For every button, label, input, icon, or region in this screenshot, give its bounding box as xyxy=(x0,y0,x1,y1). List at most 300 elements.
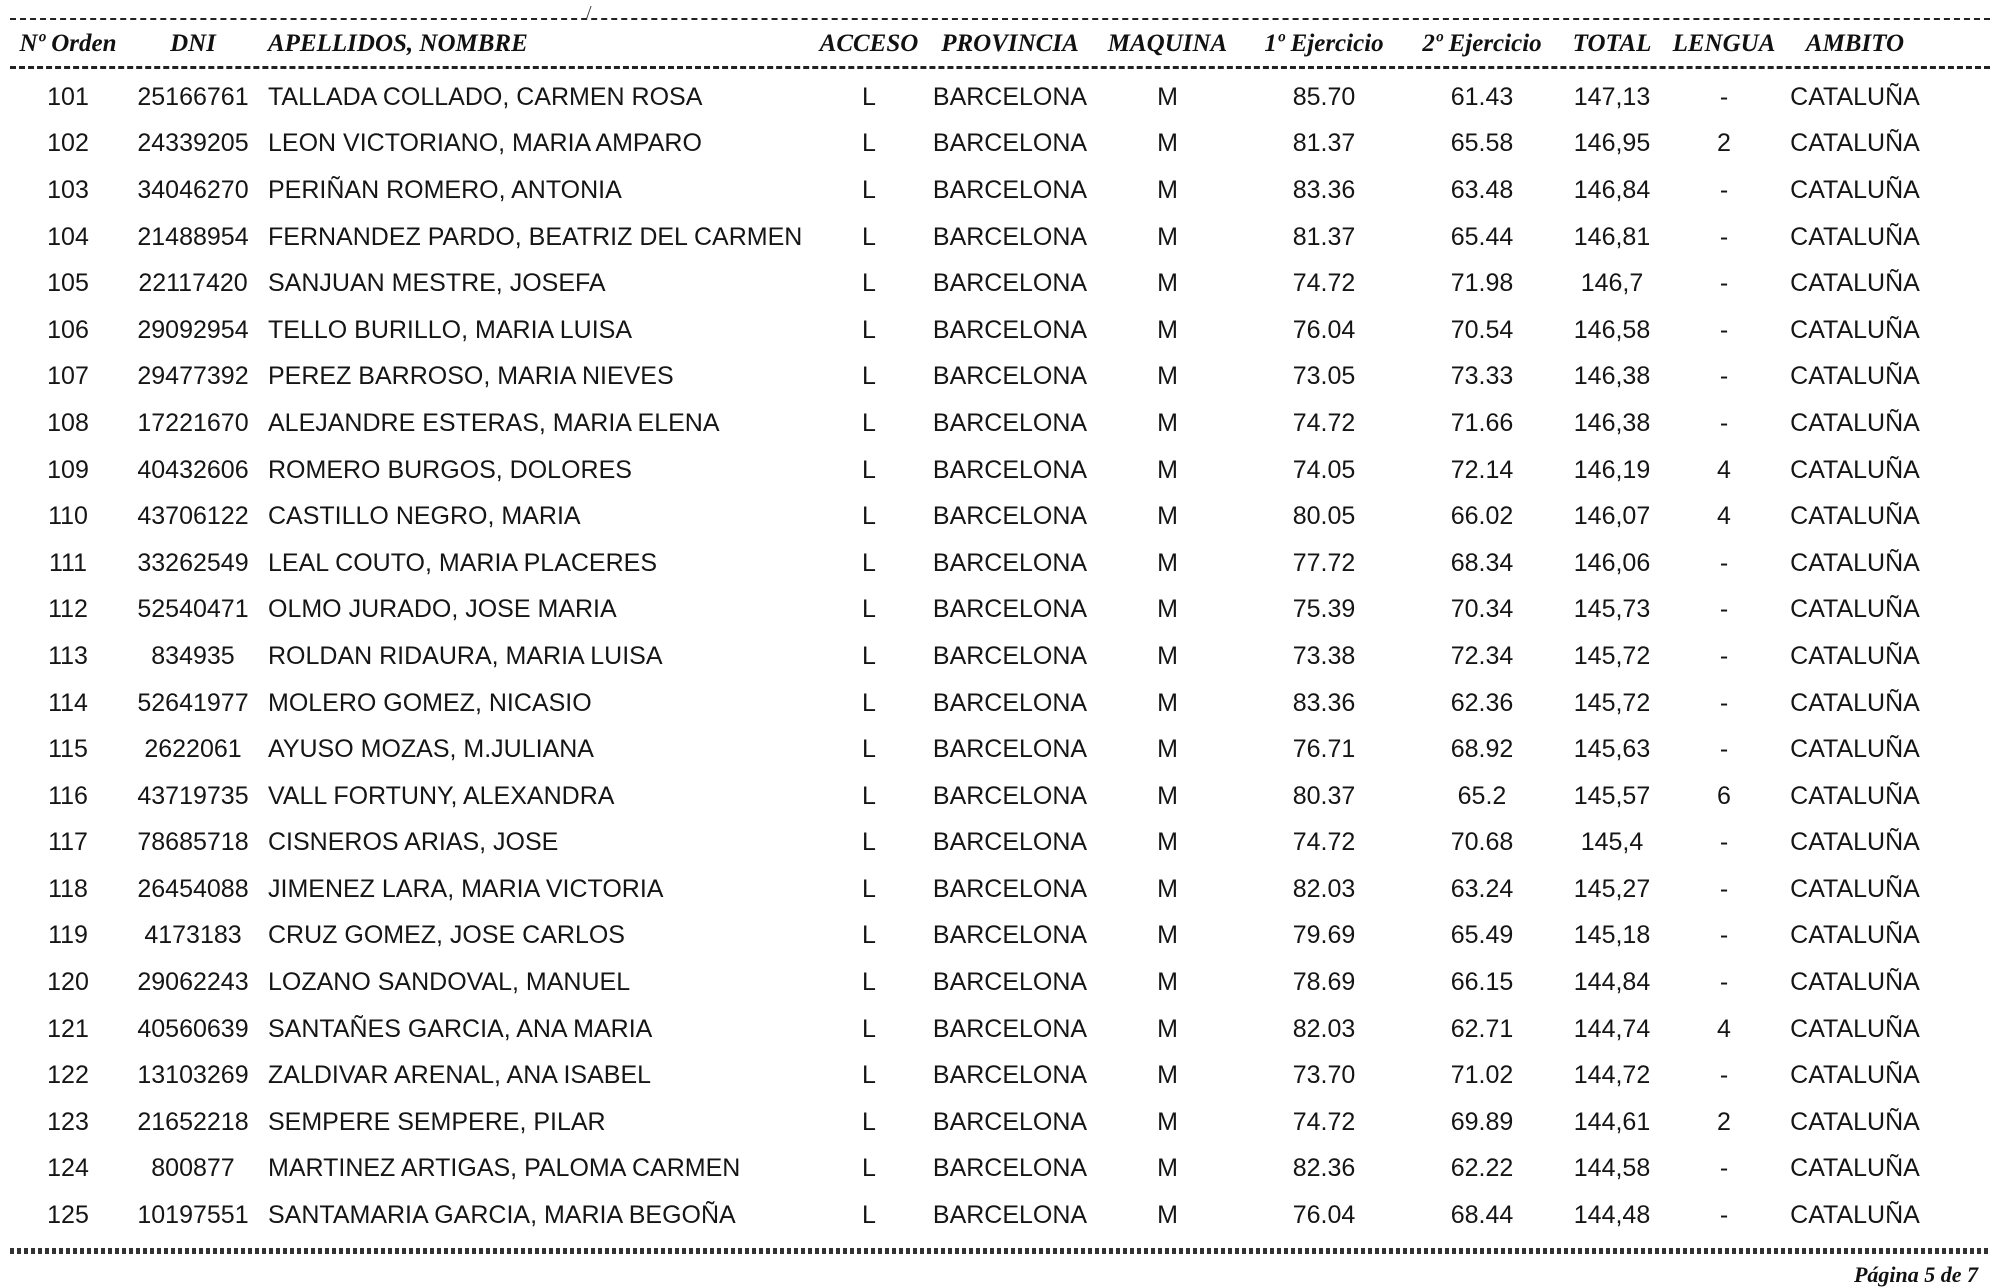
col-header-orden: Nº Orden xyxy=(19,30,117,57)
cell-dni: 34046270 xyxy=(137,175,249,204)
cell-total: 144,48 xyxy=(1573,1201,1651,1230)
cell-provincia: BARCELONA xyxy=(932,735,1088,764)
cell-maquina: M xyxy=(1157,315,1178,344)
cell-provincia: BARCELONA xyxy=(932,968,1088,997)
col-header-acceso: ACCESO xyxy=(819,30,919,57)
cell-ejercicio-1: 73.38 xyxy=(1292,641,1356,670)
results-table xyxy=(10,24,1930,1239)
cell-dni: 22117420 xyxy=(138,269,248,298)
cell-provincia: BARCELONA xyxy=(932,1154,1088,1183)
cell-maquina: M xyxy=(1157,82,1178,111)
table-row xyxy=(10,820,1930,867)
cell-dni: 26454088 xyxy=(137,874,249,903)
cell-nombre: FERNANDEZ PARDO, BEATRIZ DEL CARMEN xyxy=(268,222,803,251)
cell-orden: 116 xyxy=(48,781,88,810)
cell-orden: 120 xyxy=(47,968,89,997)
table-row xyxy=(10,726,1930,773)
stray-mark: / xyxy=(586,2,592,24)
cell-ejercicio-2: 72.14 xyxy=(1450,455,1514,484)
cell-orden: 109 xyxy=(47,455,89,484)
cell-lengua: - xyxy=(1719,735,1729,764)
cell-orden: 124 xyxy=(47,1154,89,1183)
cell-total: 145,4 xyxy=(1580,828,1644,857)
col-header-ambito: AMBITO xyxy=(1805,30,1905,57)
table-row xyxy=(10,307,1930,354)
table-row xyxy=(10,260,1930,307)
cell-total: 144,84 xyxy=(1573,968,1651,997)
cell-provincia: BARCELONA xyxy=(932,129,1088,158)
cell-provincia: BARCELONA xyxy=(932,502,1088,531)
cell-orden: 117 xyxy=(48,828,88,857)
col-header-dni: DNI xyxy=(170,30,216,57)
cell-lengua: - xyxy=(1719,82,1729,111)
cell-provincia: BARCELONA xyxy=(932,828,1088,857)
cell-nombre: MARTINEZ ARTIGAS, PALOMA CARMEN xyxy=(268,1154,741,1183)
cell-acceso: L xyxy=(862,735,876,764)
cell-ejercicio-2: 72.34 xyxy=(1450,641,1514,670)
cell-lengua: - xyxy=(1719,595,1729,624)
col-header-provincia: PROVINCIA xyxy=(941,30,1079,57)
cell-dni: 29092954 xyxy=(137,315,249,344)
cell-ejercicio-1: 78.69 xyxy=(1292,968,1356,997)
cell-ejercicio-2: 62.36 xyxy=(1450,688,1514,717)
cell-maquina: M xyxy=(1157,1061,1178,1090)
cell-ejercicio-2: 62.22 xyxy=(1450,1154,1514,1183)
cell-maquina: M xyxy=(1157,222,1178,251)
cell-nombre: JIMENEZ LARA, MARIA VICTORIA xyxy=(268,874,664,903)
cell-ambito: CATALUÑA xyxy=(1790,129,1920,158)
cell-dni: 40432606 xyxy=(137,455,249,484)
cell-acceso: L xyxy=(862,362,876,391)
cell-orden: 106 xyxy=(47,315,89,344)
cell-ejercicio-1: 82.03 xyxy=(1292,874,1356,903)
cell-acceso: L xyxy=(862,641,876,670)
cell-nombre: CRUZ GOMEZ, JOSE CARLOS xyxy=(268,921,625,950)
cell-maquina: M xyxy=(1157,1107,1178,1136)
cell-ejercicio-1: 82.03 xyxy=(1292,1014,1356,1043)
cell-ambito: CATALUÑA xyxy=(1790,362,1920,391)
table-row xyxy=(10,540,1930,587)
cell-ejercicio-2: 69.89 xyxy=(1450,1107,1514,1136)
cell-total: 145,63 xyxy=(1573,735,1651,764)
cell-lengua: - xyxy=(1719,968,1729,997)
cell-dni: 52641977 xyxy=(137,688,249,717)
cell-nombre: PERIÑAN ROMERO, ANTONIA xyxy=(268,175,622,204)
cell-maquina: M xyxy=(1157,269,1178,298)
cell-ambito: CATALUÑA xyxy=(1790,828,1920,857)
table-row xyxy=(10,354,1930,401)
cell-ejercicio-2: 68.92 xyxy=(1450,735,1514,764)
cell-ambito: CATALUÑA xyxy=(1790,222,1920,251)
cell-total: 144,61 xyxy=(1573,1107,1651,1136)
cell-lengua: - xyxy=(1719,222,1729,251)
cell-maquina: M xyxy=(1157,921,1178,950)
cell-nombre: ROLDAN RIDAURA, MARIA LUISA xyxy=(268,641,663,670)
cell-ejercicio-2: 70.34 xyxy=(1450,595,1514,624)
cell-ambito: CATALUÑA xyxy=(1790,641,1920,670)
cell-acceso: L xyxy=(862,688,876,717)
cell-lengua: 6 xyxy=(1717,781,1731,810)
cell-total: 144,72 xyxy=(1573,1061,1651,1090)
page-number: Página 5 de 7 xyxy=(1853,1262,1978,1287)
cell-lengua: 2 xyxy=(1717,1107,1731,1136)
cell-ejercicio-2: 70.54 xyxy=(1450,315,1514,344)
cell-lengua: - xyxy=(1719,641,1729,670)
cell-nombre: TALLADA COLLADO, CARMEN ROSA xyxy=(268,82,703,111)
cell-ejercicio-1: 76.71 xyxy=(1292,735,1356,764)
table-row xyxy=(10,214,1930,261)
table-row xyxy=(10,959,1930,1006)
cell-ambito: CATALUÑA xyxy=(1790,874,1920,903)
cell-orden: 105 xyxy=(47,269,89,298)
cell-dni: 834935 xyxy=(151,641,235,670)
cell-provincia: BARCELONA xyxy=(932,921,1088,950)
cell-maquina: M xyxy=(1157,688,1178,717)
cell-lengua: - xyxy=(1719,175,1729,204)
cell-total: 146,84 xyxy=(1573,175,1651,204)
cell-nombre: SEMPERE SEMPERE, PILAR xyxy=(268,1107,606,1136)
cell-ejercicio-2: 66.02 xyxy=(1450,502,1514,531)
cell-orden: 107 xyxy=(47,362,89,391)
table-row xyxy=(10,167,1930,214)
cell-acceso: L xyxy=(862,222,876,251)
cell-provincia: BARCELONA xyxy=(932,455,1088,484)
cell-dni: 21488954 xyxy=(137,222,249,251)
cell-nombre: ALEJANDRE ESTERAS, MARIA ELENA xyxy=(268,408,720,437)
cell-total: 144,58 xyxy=(1573,1154,1651,1183)
cell-ejercicio-1: 74.05 xyxy=(1292,455,1356,484)
cell-orden: 121 xyxy=(47,1014,89,1043)
cell-lengua: - xyxy=(1719,921,1729,950)
cell-provincia: BARCELONA xyxy=(932,408,1088,437)
col-header-lengua: LENGUA xyxy=(1672,30,1776,57)
cell-ejercicio-1: 80.05 xyxy=(1292,502,1356,531)
cell-dni: 800877 xyxy=(151,1154,235,1183)
cell-acceso: L xyxy=(862,455,876,484)
cell-nombre: CISNEROS ARIAS, JOSE xyxy=(268,828,559,857)
cell-dni: 2622061 xyxy=(144,735,242,764)
cell-provincia: BARCELONA xyxy=(932,1014,1088,1043)
cell-ejercicio-1: 74.72 xyxy=(1292,408,1356,437)
cell-total: 146,19 xyxy=(1573,455,1651,484)
cell-ambito: CATALUÑA xyxy=(1790,548,1920,577)
cell-ambito: CATALUÑA xyxy=(1790,502,1920,531)
cell-orden: 119 xyxy=(48,921,88,950)
cell-ejercicio-2: 63.24 xyxy=(1450,874,1514,903)
cell-maquina: M xyxy=(1157,455,1178,484)
cell-maquina: M xyxy=(1157,641,1178,670)
cell-maquina: M xyxy=(1157,1201,1178,1230)
cell-maquina: M xyxy=(1157,502,1178,531)
cell-lengua: - xyxy=(1719,408,1729,437)
table-row xyxy=(10,447,1930,494)
table-row xyxy=(10,680,1930,727)
cell-acceso: L xyxy=(862,1014,876,1043)
cell-acceso: L xyxy=(862,1061,876,1090)
table-row xyxy=(10,1052,1930,1099)
cell-lengua: - xyxy=(1719,1061,1729,1090)
cell-acceso: L xyxy=(862,828,876,857)
cell-acceso: L xyxy=(862,968,876,997)
table-row xyxy=(10,866,1930,913)
cell-orden: 111 xyxy=(48,548,87,577)
cell-total: 145,73 xyxy=(1573,595,1651,624)
cell-lengua: - xyxy=(1719,548,1729,577)
cell-orden: 101 xyxy=(47,82,89,111)
cell-ejercicio-2: 73.33 xyxy=(1450,362,1514,391)
table-row xyxy=(10,1006,1930,1053)
cell-lengua: - xyxy=(1719,874,1729,903)
cell-provincia: BARCELONA xyxy=(932,1201,1088,1230)
table-row xyxy=(10,1192,1930,1239)
cell-orden: 125 xyxy=(47,1201,89,1230)
col-header-ejercicio-2: 2º Ejercicio xyxy=(1422,30,1542,57)
cell-ambito: CATALUÑA xyxy=(1790,781,1920,810)
cell-ejercicio-2: 65.2 xyxy=(1457,781,1507,810)
cell-ambito: CATALUÑA xyxy=(1790,315,1920,344)
cell-ambito: CATALUÑA xyxy=(1790,1154,1920,1183)
cell-dni: 17221670 xyxy=(137,408,249,437)
cell-ejercicio-2: 65.49 xyxy=(1450,921,1514,950)
cell-acceso: L xyxy=(862,595,876,624)
col-header-maquina: MAQUINA xyxy=(1107,30,1228,57)
table-row xyxy=(10,633,1930,680)
cell-total: 146,07 xyxy=(1573,502,1651,531)
cell-nombre: OLMO JURADO, JOSE MARIA xyxy=(268,595,617,624)
cell-ejercicio-2: 66.15 xyxy=(1450,968,1514,997)
cell-orden: 115 xyxy=(48,735,88,764)
cell-orden: 118 xyxy=(48,874,88,903)
cell-ambito: CATALUÑA xyxy=(1790,1201,1920,1230)
table-row xyxy=(10,1099,1930,1146)
cell-acceso: L xyxy=(862,1201,876,1230)
cell-orden: 114 xyxy=(48,688,88,717)
cell-ejercicio-1: 76.04 xyxy=(1292,315,1356,344)
bottom-rule xyxy=(10,1248,1990,1254)
cell-orden: 108 xyxy=(47,408,89,437)
cell-nombre: AYUSO MOZAS, M.JULIANA xyxy=(268,735,594,764)
cell-ejercicio-1: 80.37 xyxy=(1292,781,1356,810)
cell-nombre: TELLO BURILLO, MARIA LUISA xyxy=(268,315,633,344)
cell-ambito: CATALUÑA xyxy=(1790,688,1920,717)
cell-lengua: 4 xyxy=(1717,1014,1731,1043)
cell-ejercicio-1: 76.04 xyxy=(1292,1201,1356,1230)
cell-lengua: - xyxy=(1719,1154,1729,1183)
cell-dni: 33262549 xyxy=(137,548,249,577)
cell-ambito: CATALUÑA xyxy=(1790,921,1920,950)
cell-ejercicio-1: 75.39 xyxy=(1292,595,1356,624)
table-row xyxy=(10,493,1930,540)
cell-lengua: - xyxy=(1719,828,1729,857)
cell-acceso: L xyxy=(862,408,876,437)
cell-acceso: L xyxy=(862,921,876,950)
cell-lengua: - xyxy=(1719,688,1729,717)
cell-dni: 43706122 xyxy=(137,502,249,531)
cell-total: 146,95 xyxy=(1573,129,1651,158)
cell-maquina: M xyxy=(1157,781,1178,810)
cell-acceso: L xyxy=(862,548,876,577)
cell-nombre: LEON VICTORIANO, MARIA AMPARO xyxy=(268,129,702,158)
col-header-ejercicio-1: 1º Ejercicio xyxy=(1264,30,1384,57)
cell-orden: 123 xyxy=(47,1107,89,1136)
cell-dni: 43719735 xyxy=(137,781,249,810)
col-header-nombre: APELLIDOS, NOMBRE xyxy=(268,30,528,57)
cell-acceso: L xyxy=(862,781,876,810)
cell-ejercicio-2: 71.98 xyxy=(1450,269,1514,298)
cell-maquina: M xyxy=(1157,362,1178,391)
cell-ambito: CATALUÑA xyxy=(1790,1014,1920,1043)
cell-total: 146,7 xyxy=(1580,269,1644,298)
cell-provincia: BARCELONA xyxy=(932,315,1088,344)
cell-total: 145,18 xyxy=(1573,921,1651,950)
cell-dni: 10197551 xyxy=(137,1201,249,1230)
cell-ejercicio-1: 74.72 xyxy=(1292,828,1356,857)
cell-ejercicio-2: 65.44 xyxy=(1450,222,1514,251)
cell-dni: 52540471 xyxy=(137,595,249,624)
cell-total: 147,13 xyxy=(1573,82,1651,111)
cell-acceso: L xyxy=(862,1154,876,1183)
cell-orden: 104 xyxy=(47,222,89,251)
cell-orden: 102 xyxy=(47,129,89,158)
cell-ejercicio-1: 74.72 xyxy=(1292,1107,1356,1136)
cell-ejercicio-2: 65.58 xyxy=(1450,129,1514,158)
cell-ambito: CATALUÑA xyxy=(1790,455,1920,484)
cell-acceso: L xyxy=(862,502,876,531)
top-rule xyxy=(10,18,1990,20)
cell-total: 144,74 xyxy=(1573,1014,1651,1043)
cell-maquina: M xyxy=(1157,175,1178,204)
cell-nombre: VALL FORTUNY, ALEXANDRA xyxy=(268,781,615,810)
cell-nombre: SANJUAN MESTRE, JOSEFA xyxy=(268,269,606,298)
cell-acceso: L xyxy=(862,874,876,903)
cell-ejercicio-1: 73.05 xyxy=(1292,362,1356,391)
cell-nombre: ZALDIVAR ARENAL, ANA ISABEL xyxy=(268,1061,652,1090)
table-row xyxy=(10,913,1930,960)
cell-acceso: L xyxy=(862,175,876,204)
cell-ejercicio-2: 70.68 xyxy=(1450,828,1514,857)
cell-acceso: L xyxy=(862,269,876,298)
cell-lengua: - xyxy=(1719,362,1729,391)
cell-nombre: LOZANO SANDOVAL, MANUEL xyxy=(268,968,631,997)
cell-dni: 13103269 xyxy=(137,1061,249,1090)
cell-ambito: CATALUÑA xyxy=(1790,408,1920,437)
cell-provincia: BARCELONA xyxy=(932,222,1088,251)
cell-maquina: M xyxy=(1157,828,1178,857)
cell-acceso: L xyxy=(862,315,876,344)
cell-dni: 29477392 xyxy=(137,362,249,391)
cell-ambito: CATALUÑA xyxy=(1790,269,1920,298)
cell-ambito: CATALUÑA xyxy=(1790,1061,1920,1090)
cell-ejercicio-2: 63.48 xyxy=(1450,175,1514,204)
cell-lengua: 4 xyxy=(1717,455,1731,484)
cell-dni: 78685718 xyxy=(137,828,249,857)
cell-maquina: M xyxy=(1157,548,1178,577)
cell-ambito: CATALUÑA xyxy=(1790,595,1920,624)
cell-acceso: L xyxy=(862,129,876,158)
cell-ambito: CATALUÑA xyxy=(1790,175,1920,204)
cell-nombre: LEAL COUTO, MARIA PLACERES xyxy=(268,548,658,577)
cell-ejercicio-2: 71.02 xyxy=(1450,1061,1514,1090)
cell-provincia: BARCELONA xyxy=(932,688,1088,717)
cell-ejercicio-1: 83.36 xyxy=(1292,175,1356,204)
cell-ambito: CATALUÑA xyxy=(1790,968,1920,997)
cell-provincia: BARCELONA xyxy=(932,641,1088,670)
cell-ejercicio-1: 79.69 xyxy=(1292,921,1356,950)
cell-orden: 112 xyxy=(48,595,88,624)
cell-ejercicio-2: 68.44 xyxy=(1450,1201,1514,1230)
cell-maquina: M xyxy=(1157,968,1178,997)
cell-maquina: M xyxy=(1157,129,1178,158)
cell-orden: 122 xyxy=(47,1061,89,1090)
cell-total: 145,27 xyxy=(1573,874,1651,903)
cell-dni: 29062243 xyxy=(137,968,249,997)
cell-maquina: M xyxy=(1157,1014,1178,1043)
cell-total: 146,81 xyxy=(1573,222,1651,251)
cell-provincia: BARCELONA xyxy=(932,269,1088,298)
cell-nombre: SANTAMARIA GARCIA, MARIA BEGOÑA xyxy=(268,1201,736,1230)
cell-ejercicio-1: 81.37 xyxy=(1292,129,1356,158)
cell-nombre: ROMERO BURGOS, DOLORES xyxy=(268,455,632,484)
cell-ejercicio-1: 74.72 xyxy=(1292,269,1356,298)
cell-orden: 110 xyxy=(48,502,88,531)
cell-provincia: BARCELONA xyxy=(932,595,1088,624)
cell-dni: 24339205 xyxy=(137,129,249,158)
table-row xyxy=(10,1146,1930,1193)
cell-maquina: M xyxy=(1157,735,1178,764)
cell-dni: 21652218 xyxy=(137,1107,249,1136)
cell-ejercicio-1: 77.72 xyxy=(1292,548,1356,577)
cell-ejercicio-2: 62.71 xyxy=(1450,1014,1514,1043)
table-body xyxy=(10,64,1930,1239)
cell-dni: 25166761 xyxy=(137,82,249,111)
cell-provincia: BARCELONA xyxy=(932,175,1088,204)
cell-lengua: 2 xyxy=(1717,129,1731,158)
cell-dni: 4173183 xyxy=(144,921,242,950)
cell-maquina: M xyxy=(1157,874,1178,903)
cell-maquina: M xyxy=(1157,408,1178,437)
cell-ejercicio-1: 82.36 xyxy=(1292,1154,1356,1183)
cell-ejercicio-1: 73.70 xyxy=(1292,1061,1356,1090)
cell-ambito: CATALUÑA xyxy=(1790,735,1920,764)
table-row xyxy=(10,121,1930,168)
cell-total: 146,38 xyxy=(1573,408,1651,437)
cell-ambito: CATALUÑA xyxy=(1790,1107,1920,1136)
cell-total: 146,58 xyxy=(1573,315,1651,344)
cell-nombre: PEREZ BARROSO, MARIA NIEVES xyxy=(268,362,674,391)
cell-total: 146,38 xyxy=(1573,362,1651,391)
cell-maquina: M xyxy=(1157,1154,1178,1183)
cell-lengua: 4 xyxy=(1717,502,1731,531)
cell-provincia: BARCELONA xyxy=(932,548,1088,577)
cell-orden: 103 xyxy=(47,175,89,204)
cell-ejercicio-2: 68.34 xyxy=(1450,548,1514,577)
cell-ejercicio-1: 81.37 xyxy=(1292,222,1356,251)
cell-ejercicio-2: 61.43 xyxy=(1450,82,1514,111)
cell-total: 146,06 xyxy=(1573,548,1651,577)
cell-acceso: L xyxy=(862,82,876,111)
cell-maquina: M xyxy=(1157,595,1178,624)
table-row xyxy=(10,400,1930,447)
table-row xyxy=(10,773,1930,820)
cell-acceso: L xyxy=(862,1107,876,1136)
cell-ejercicio-2: 71.66 xyxy=(1450,408,1514,437)
cell-provincia: BARCELONA xyxy=(932,362,1088,391)
cell-provincia: BARCELONA xyxy=(932,1107,1088,1136)
cell-provincia: BARCELONA xyxy=(932,874,1088,903)
cell-ambito: CATALUÑA xyxy=(1790,82,1920,111)
cell-ejercicio-1: 85.70 xyxy=(1292,82,1356,111)
cell-provincia: BARCELONA xyxy=(932,1061,1088,1090)
